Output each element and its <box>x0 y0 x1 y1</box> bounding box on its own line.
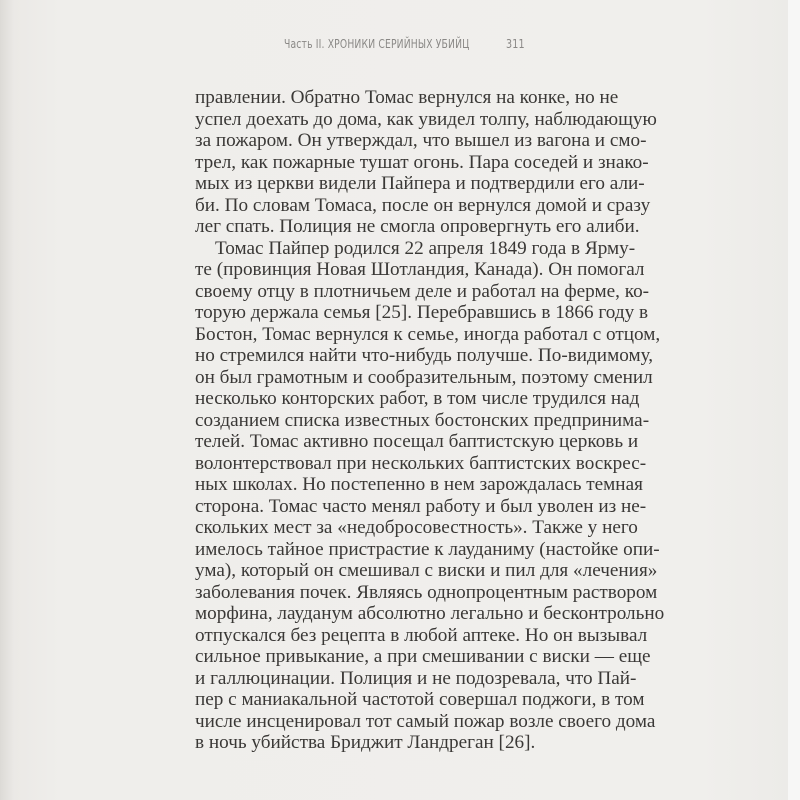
text-line: успел доехать до дома, как увидел толпу, наблюдающую <box>195 108 657 130</box>
text-line: би. По словам Томаса, после он вернулся домой и сразу <box>195 194 651 216</box>
text-line: заболевания почек. Являясь однопроцентным раствором <box>195 581 658 603</box>
text-line: скольких мест за «недобросовестность». Также у него <box>195 517 638 538</box>
text-line: числе инсценировал тот самый пожар возле своего дома <box>195 710 656 732</box>
text-line: трел, как пожарные тушат огонь. Пара соседей и знако- <box>195 151 649 173</box>
text-line: ума), который он смешивал с виски и пил для «лечения» <box>195 560 658 581</box>
text-line: сильное привыкание, а при смешивании с виски — еще <box>195 646 651 667</box>
text-line: Бостон, Томас вернулся к семье, иногда работал с отцом, <box>195 323 661 345</box>
text-line: пер с маниакальной частотой совершал поджоги, в том <box>195 689 645 710</box>
text-line: мых из церкви видели Пайпера и подтвердили его али- <box>195 173 645 194</box>
text-line: но стремился найти что-нибудь получше. По-видимому, <box>195 345 654 366</box>
bleed-through-text <box>520 733 610 747</box>
text-line: отпускался без рецепта в любой аптеке. Но он вызывал <box>195 624 648 646</box>
text-line: лег спать. Полиция не смогла опровергнуть его алиби. <box>195 216 640 237</box>
text-line: и галлюцинации. Полиция и не подозревала, что Пай- <box>195 667 637 689</box>
page-number: 311 <box>506 36 525 51</box>
text-line: созданием списка известных бостонских предпринима- <box>195 409 650 431</box>
running-title: Часть II. ХРОНИКИ СЕРИЙНЫХ УБИЙЦ <box>284 36 470 51</box>
text-line: телей. Томас активно посещал баптистскую церковь и <box>195 431 639 452</box>
text-line: волонтерствовал при нескольких баптистских воскрес- <box>195 452 647 474</box>
text-line: Томас Пайпер родился 22 апреля 1849 года в Ярму- <box>215 237 636 259</box>
text-line: своему отцу в плотничьем деле и работал на ферме, ко- <box>195 280 650 302</box>
text-line: те (провинция Новая Шотландия, Канада). Он помогал <box>195 259 645 280</box>
page-body-text <box>195 87 665 754</box>
text-line: торую держала семья [25]. Перебравшись в 1866 году в <box>195 302 649 323</box>
text-line: за пожаром. Он утверждал, что вышел из вагона и смо- <box>195 130 647 151</box>
page-edge <box>788 0 800 800</box>
text-line: он был грамотным и сообразительным, поэтому сменил <box>195 366 653 388</box>
text-line: имелось тайное пристрастие к лауданиму (настойке опи- <box>195 538 660 560</box>
text-line: сторона. Томас часто менял работу и был уволен из не- <box>195 495 647 517</box>
text-line: правлении. Обратно Томас вернулся на конке, но не <box>195 87 619 108</box>
text-line: ных школах. Но постепенно в нем зарождалась темная <box>195 474 643 495</box>
page-header <box>0 33 800 55</box>
text-line: несколько конторских работ, в том числе трудился над <box>195 388 640 409</box>
text-line: морфина, лауданум абсолютно легально и бесконтрольно <box>195 603 665 624</box>
text-line: в ночь убийства Бриджит Ландреган [26]. <box>195 732 536 753</box>
